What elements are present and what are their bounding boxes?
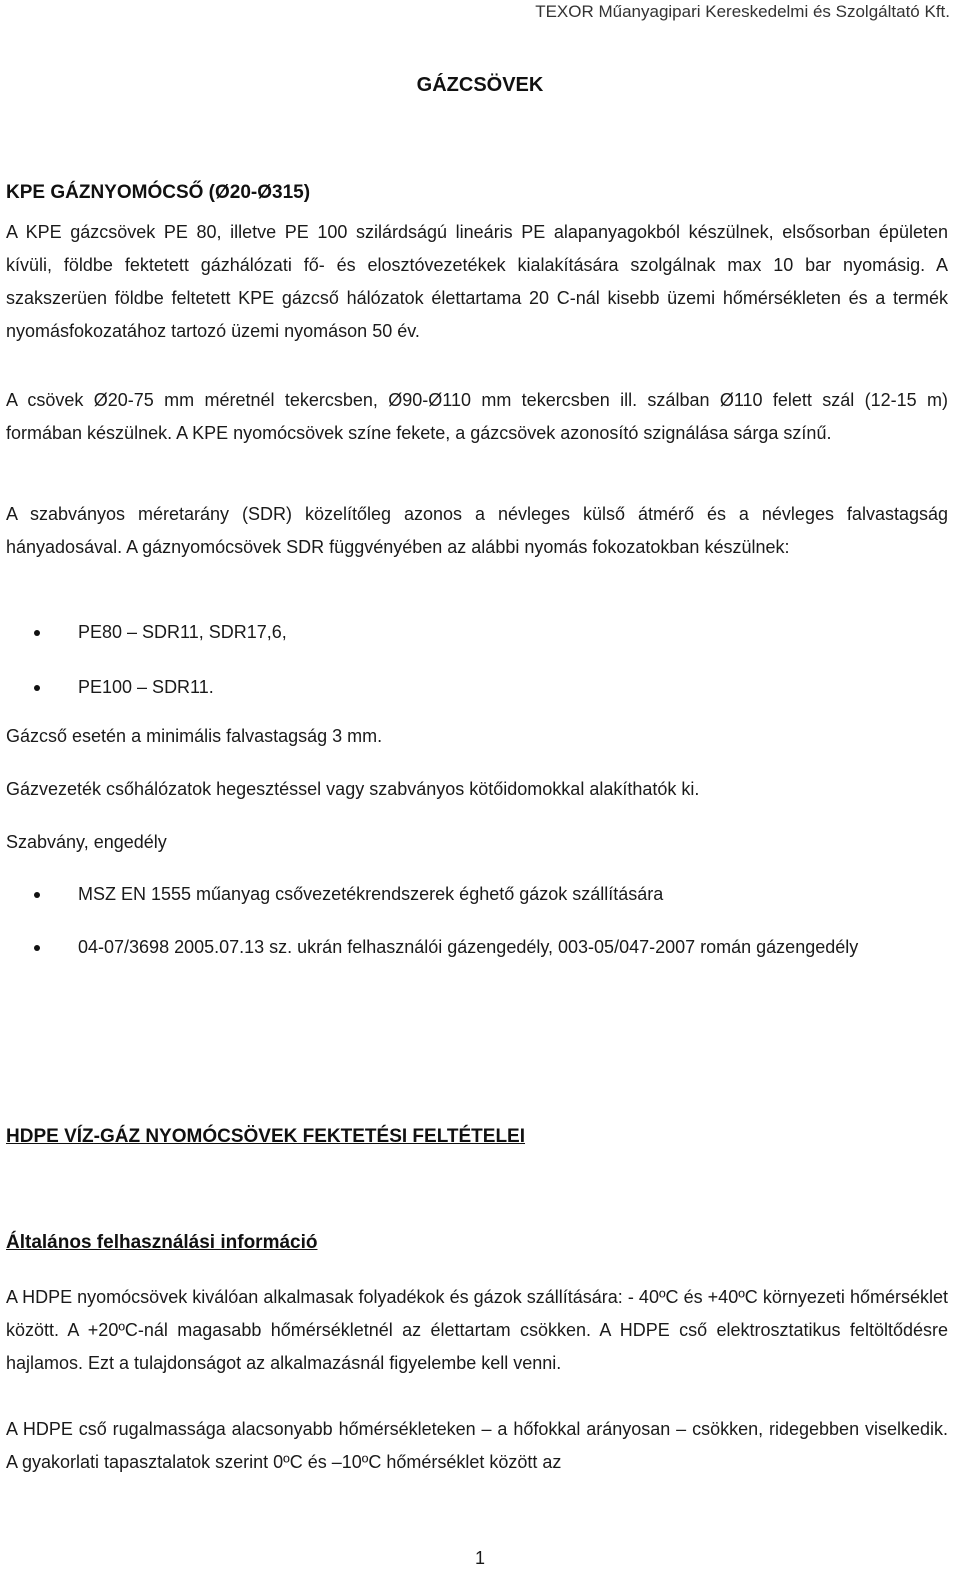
list-item-text: PE80 – SDR11, SDR17,6, xyxy=(78,622,287,642)
standards-list xyxy=(6,878,948,964)
paragraph-hdpe-usage: A HDPE nyomócsövek kiválóan alkalmasak folyadékok és gázok szállítására: - 40ºC és +40ºC környezeti hőmérséklet között. A +20ºC-nál magasabb hőmérsékletnél az élettartam csökken. A HDPE cső elektrosztatikus feltöltődésre hajlamos. Ezt a tulajdonságot az alkalmazásnál figyelembe kell venni. xyxy=(6,1287,948,1373)
paragraph-joining-methods: Gázvezeték csőhálózatok hegesztéssel vagy szabványos kötőidomokkal alakíthatók ki. xyxy=(6,779,700,799)
list-item xyxy=(6,931,948,964)
list-item xyxy=(6,616,948,649)
list-item-text: 04-07/3698 2005.07.13 sz. ukrán felhasználói gázengedély, 003-05/047-2007 román gázengedély xyxy=(78,937,859,957)
bullet-icon xyxy=(34,945,40,951)
paragraph-sdr-explanation: A szabványos méretarány (SDR) közelítőleg azonos a névleges külső átmérő és a névleges falvastagság hányadosával. A gáznyomócsövek SDR függvényében az alábbi nyomás fokozatokban készülnek: xyxy=(6,504,948,557)
paragraph-hdpe-elasticity: A HDPE cső rugalmassága alacsonyabb hőmérsékleteken – a hőfokkal arányosan – csökken, ridegebben viselkedik. A gyakorlati tapasztalatok szerint 0ºC és –10ºC hőmérséklet között az xyxy=(6,1419,948,1472)
section-heading-hdpe: HDPE VÍZ-GÁZ NYOMÓCSÖVEK FEKTETÉSI FELTÉTELEI xyxy=(6,1126,526,1147)
page-header-company: TEXOR Műanyagipari Kereskedelmi és Szolgáltató Kft. xyxy=(535,2,950,21)
bullet-icon xyxy=(34,892,40,898)
bullet-icon xyxy=(34,685,40,691)
page-number: 1 xyxy=(474,1548,485,1568)
bullet-icon xyxy=(34,630,40,636)
paragraph-min-wall-thickness: Gázcső esetén a minimális falvastagság 3 mm. xyxy=(6,726,383,746)
list-item-text: MSZ EN 1555 műanyag csővezetékrendszerek éghető gázok szállítására xyxy=(78,884,664,904)
paragraph-kpe-intro: A KPE gázcsövek PE 80, illetve PE 100 szilárdságú lineáris PE alapanyagokból készülnek, elsősorban épületen kívüli, földbe fektetett gázhálózati fő- és elosztóvezetékek kialakítására szolgálnak max 10 bar nyomásig. A szakszerüen földbe feltetett KPE gázcső hálózatok élettartama 20 C-nál kisebb üzemi hőmérsékleten és a termék nyomásfokozatához tartozó üzemi nyomáson 50 év. xyxy=(6,222,948,341)
list-item xyxy=(6,671,948,704)
paragraph-kpe-dimensions: A csövek Ø20-75 mm méretnél tekercsben, Ø90-Ø110 mm tekercsben ill. szálban Ø110 felett szál (12-15 m) formában készülnek. A KPE nyomócsövek színe fekete, a gázcsövek azonosító szignálása sárga színű. xyxy=(6,390,948,443)
document-title: GÁZCSÖVEK xyxy=(416,74,544,96)
section-heading-kpe: KPE GÁZNYOMÓCSŐ (Ø20-Ø315) xyxy=(6,182,311,203)
list-item xyxy=(6,878,948,911)
standards-label: Szabvány, engedély xyxy=(6,832,167,852)
sdr-list xyxy=(6,616,948,704)
subheading-general-info: Általános felhasználási információ xyxy=(6,1232,318,1253)
list-item-text: PE100 – SDR11. xyxy=(78,677,214,697)
